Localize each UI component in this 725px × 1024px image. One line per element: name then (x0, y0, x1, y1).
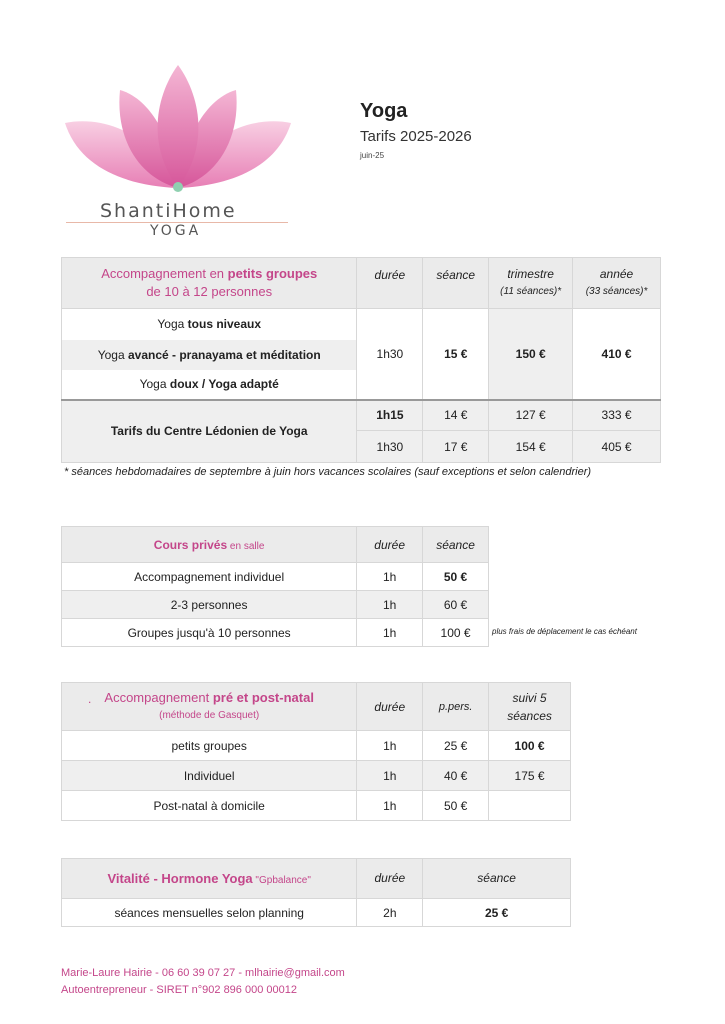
centre-seance-1: 14 € (423, 400, 489, 431)
logo-name: ShantiHome (100, 200, 237, 222)
col-duree: durée (357, 258, 423, 309)
centre-trimestre-1: 127 € (489, 400, 573, 431)
prives-col-duree: durée (357, 527, 423, 563)
vitalite-col-seance: séance (423, 859, 571, 899)
prives-title: Cours privés en salle (62, 527, 357, 563)
groupes-seance: 15 € (423, 309, 489, 400)
page-title: Yoga (360, 100, 408, 122)
natal-row-pers: 40 € (423, 761, 489, 791)
natal-col-suivi: suivi 5 séances (489, 683, 571, 731)
prives-row-seance: 100 € (423, 619, 489, 647)
vitalite-row-label: séances mensuelles selon planning (62, 899, 357, 927)
vitalite-table (61, 858, 571, 927)
centre-seance-2: 17 € (423, 431, 489, 463)
natal-row-label: Individuel (62, 761, 357, 791)
prives-row-duree: 1h (357, 591, 423, 619)
groupes-trimestre: 150 € (489, 309, 573, 400)
groupes-footnote: * séances hebdomadaires de septembre à juin hors vacances scolaires (sauf exceptions et selon calendrier) (64, 466, 592, 478)
row-tous-niveaux: Yoga tous niveaux (62, 309, 357, 340)
vitalite-row-duree: 2h (357, 899, 423, 927)
natal-col-pers: p.pers. (423, 683, 489, 731)
natal-row-suivi: 175 € (489, 761, 571, 791)
natal-row-label: petits groupes (62, 731, 357, 761)
groupes-duree: 1h30 (357, 309, 423, 400)
prives-row-duree: 1h (357, 563, 423, 591)
prives-table (61, 526, 489, 647)
footer-siret: Autoentrepreneur - SIRET n°902 896 000 00012 (61, 984, 297, 996)
prives-row-label: 2-3 personnes (62, 591, 357, 619)
col-annee: année (33 séances)* (573, 258, 661, 309)
natal-row-duree: 1h (357, 791, 423, 821)
row-avance: Yoga avancé - pranayama et méditation (62, 340, 357, 370)
natal-row-suivi (489, 791, 571, 821)
groupes-title: Accompagnement en petits groupes de 10 à 12 personnes (62, 258, 357, 309)
page-subtitle: Tarifs 2025-2026 (360, 128, 472, 145)
vitalite-col-duree: durée (357, 859, 423, 899)
row-doux: Yoga doux / Yoga adapté (62, 370, 357, 400)
col-seance: séance (423, 258, 489, 309)
natal-row-suivi: 100 € (489, 731, 571, 761)
groupes-annee: 410 € (573, 309, 661, 400)
prives-row-duree: 1h (357, 619, 423, 647)
centre-duree-1: 1h15 (357, 400, 423, 431)
prives-row-label: Groupes jusqu'à 10 personnes (62, 619, 357, 647)
lotus-logo (60, 60, 300, 205)
prives-col-seance: séance (423, 527, 489, 563)
prives-row-seance: 60 € (423, 591, 489, 619)
col-trimestre: trimestre (11 séances)* (489, 258, 573, 309)
footer-contact: Marie-Laure Hairie - 06 60 39 07 27 - mlhairie@gmail.com (61, 967, 345, 979)
natal-row-duree: 1h (357, 731, 423, 761)
page-date: juin-25 (360, 151, 385, 160)
centre-label: Tarifs du Centre Lédonien de Yoga (62, 400, 357, 463)
centre-trimestre-2: 154 € (489, 431, 573, 463)
groupes-table (61, 257, 661, 463)
natal-row-duree: 1h (357, 761, 423, 791)
centre-annee-1: 333 € (573, 400, 661, 431)
natal-row-label: Post-natal à domicile (62, 791, 357, 821)
logo-sub: YOGA (150, 223, 202, 239)
prives-row-seance: 50 € (423, 563, 489, 591)
vitalite-title: Vitalité - Hormone Yoga "Gpbalance" (62, 859, 357, 899)
centre-annee-2: 405 € (573, 431, 661, 463)
natal-col-duree: durée (357, 683, 423, 731)
natal-row-pers: 50 € (423, 791, 489, 821)
natal-title: . Accompagnement pré et post-natal (méthode de Gasquet) (62, 683, 357, 731)
centre-duree-2: 1h30 (357, 431, 423, 463)
prives-row-label: Accompagnement individuel (62, 563, 357, 591)
prives-note: plus frais de déplacement le cas échéant (492, 627, 637, 636)
vitalite-row-seance: 25 € (423, 899, 571, 927)
natal-row-pers: 25 € (423, 731, 489, 761)
natal-table (61, 682, 571, 821)
